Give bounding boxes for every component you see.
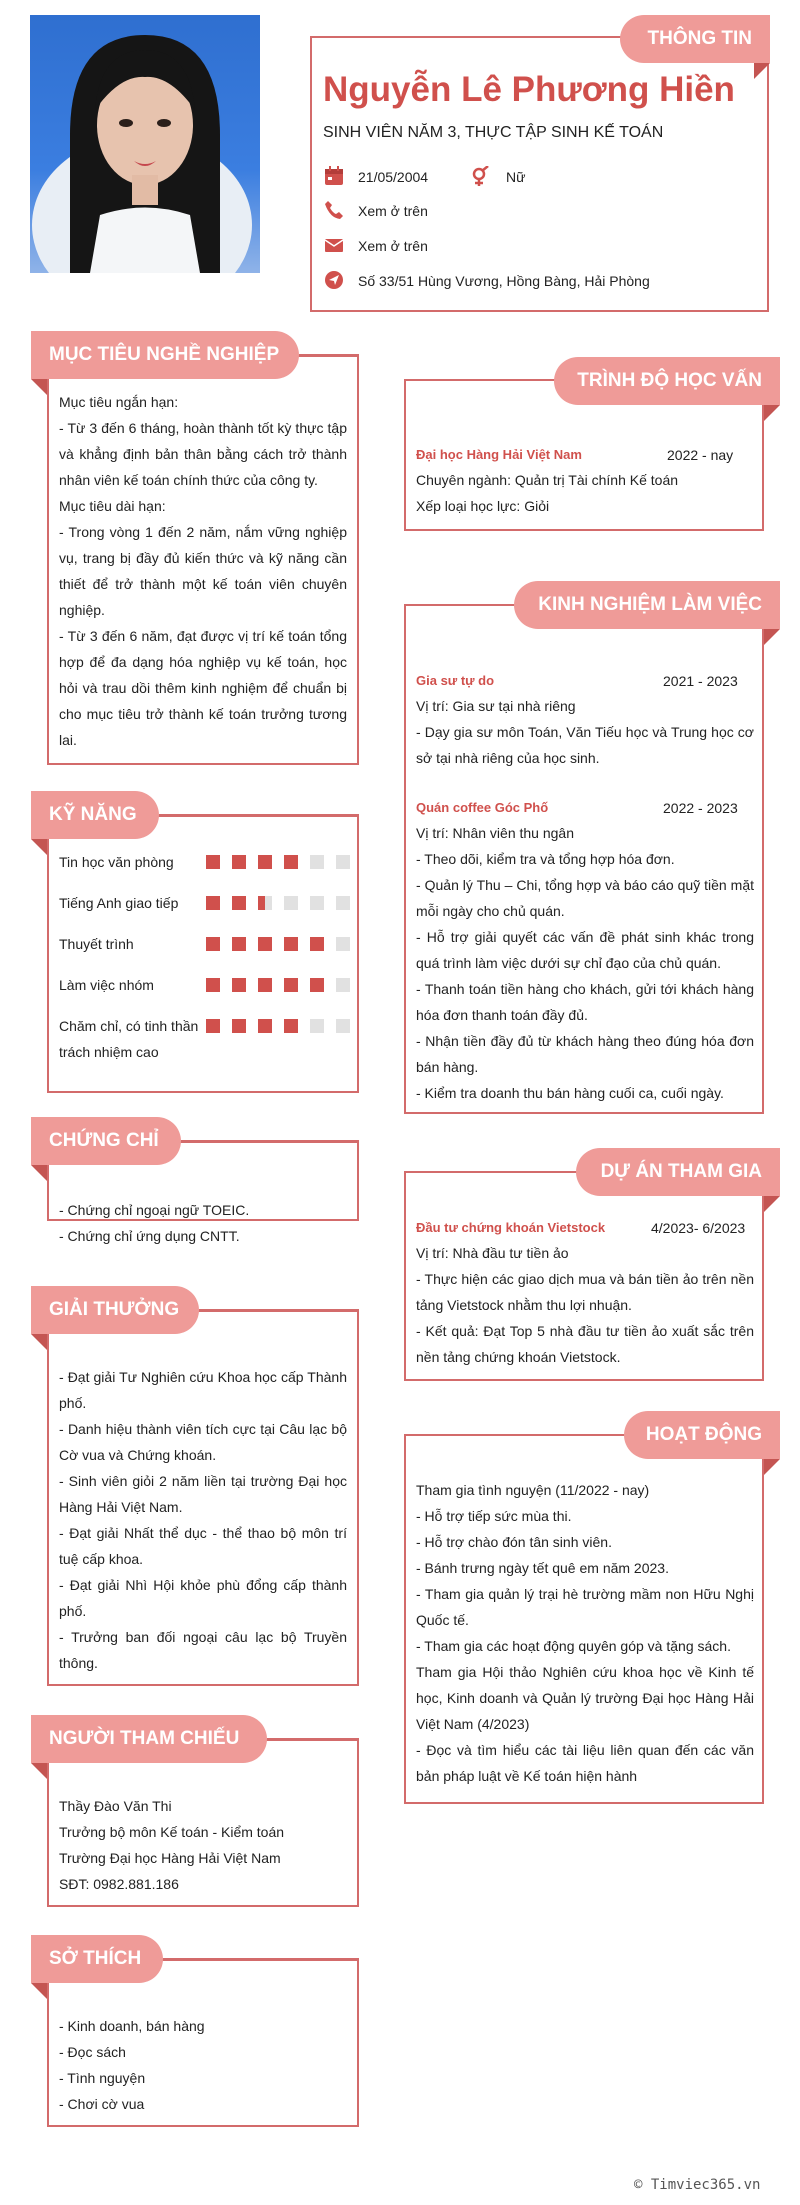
skill-rating-square (206, 896, 220, 910)
footer-credit[interactable]: © Timviec365.vn (634, 2177, 761, 2193)
ribbon-fold (764, 1459, 780, 1475)
ribbon-fold (754, 63, 770, 79)
skill-rating-square (258, 896, 272, 910)
ribbon-fold (31, 1983, 47, 1999)
divider (299, 354, 359, 356)
skill-rating-square (206, 855, 220, 869)
divider (163, 1958, 359, 1960)
location-icon (324, 270, 344, 290)
awards-list: - Đạt giải Tư Nghiên cứu Khoa học cấp Thành phố. - Danh hiệu thành viên tích cực tại Câu lạc bộ Cờ vua và Chứng khoán. - Sinh viên giỏi 2 năm liền tại trường Đại học Hàng Hải Việt Nam. - Đạt giải Nhất thể dục - thể thao bộ môn trí tuệ cấp khoa. - Đạt giải Nhì Hội khỏe phù đổng cấp thành phố. - Trưởng ban đối ngoại câu lạc bộ Truyền thông. (59, 1369, 347, 1671)
skill-rating (206, 937, 362, 951)
activities-list: Tham gia tình nguyện (11/2022 - nay) - Hỗ trợ tiếp sức mùa thi. - Hỗ trợ chào đón tân sinh viên. - Bánh trưng ngày tết quê em năm 2023. - Tham gia quản lý trại hè trường mầm non Hữu Nghị Quốc tế. - Tham gia các hoạt động quyên góp và tặng sách. Tham gia Hội thảo Nghiên cứu khoa học về Kinh tế học, Kinh doanh và Quản lý trường Đại học Hàng Hải Việt Nam (4/2023) - Đọc và tìm hiểu các tài liệu liên quan đến các văn bản pháp luật về Kế toán hiện hành (416, 1482, 754, 1784)
section-header-info: THÔNG TIN (620, 15, 770, 63)
skill-rating-square (232, 978, 246, 992)
skill-rating-square (310, 855, 324, 869)
skill-name: Chăm chỉ, có tinh thần trách nhiệm cao (59, 1018, 199, 1060)
skill-rating-square (206, 978, 220, 992)
email[interactable]: Xem ở trên (358, 238, 428, 254)
experience-details: Vị trí: Nhân viên thu ngân - Theo dõi, kiểm tra và tổng hợp hóa đơn. - Quản lý Thu – Chi, tổng hợp và báo cáo quỹ tiền mặt mỗi ngày cho chủ quán. - Hỗ trợ giải quyết các vấn đề phát sinh khác trong quá trình làm việc dưới sự chỉ đạo của chủ quán. - Thanh toán tiền hàng cho khách, gửi tới khách hàng hóa đơn thanh toán đầy đủ. - Nhận tiền đầy đủ từ khách hàng theo đúng hóa đơn bán hàng. - Kiểm tra doanh thu bán hàng cuối ca, cuối ngày. (416, 825, 754, 1101)
skill-rating-square (310, 896, 324, 910)
education-school: Đại học Hàng Hải Việt Nam (416, 447, 582, 462)
education-period: 2022 - nay (667, 447, 734, 463)
skill-rating-square (284, 978, 298, 992)
section-header-education: TRÌNH ĐỘ HỌC VẤN (554, 357, 780, 405)
email-icon (324, 235, 344, 255)
ribbon-fold (764, 1196, 780, 1212)
skill-rating-square (310, 978, 324, 992)
section-header-certificates: CHỨNG CHỈ (31, 1117, 181, 1165)
experience-details: Vị trí: Gia sư tại nhà riêng - Dạy gia sư môn Toán, Văn Tiếu học và Trung học cơ sở tại nhà riêng của học sinh. (416, 698, 754, 766)
experience-company: Gia sư tự do (416, 673, 495, 688)
candidate-title: SINH VIÊN NĂM 3, THỰC TẬP SINH KẾ TOÁN (323, 124, 664, 141)
experience-company: Quán coffee Góc Phố (416, 800, 549, 815)
skill-rating-square (336, 978, 350, 992)
objective-text: Mục tiêu ngắn hạn: - Từ 3 đến 6 tháng, hoàn thành tốt kỳ thực tập và khẳng định bản thân bằng cách trở thành nhân viên kế toán chính thức của công ty. Mục tiêu dài hạn: - Trong vòng 1 đến 2 năm, nắm vững nghiệp vụ, trang bị đầy đủ kiến thức và kỹ năng cần thiết để trở thành một kế toán viên chuyên nghiệp. - Từ 3 đến 6 năm, đạt được vị trí kế toán tổng hợp để đa dạng hóa nghiệp vụ kế toán, học hỏi và trau dồi thêm kinh nghiệm để chuẩn bị cho mục tiêu trở thành kế toán trưởng tương lai. (59, 394, 347, 748)
skill-rating-square (310, 937, 324, 951)
ribbon-fold (764, 629, 780, 645)
skill-rating-square (284, 937, 298, 951)
project-details: Vị trí: Nhà đầu tư tiền ảo - Thực hiện các giao dịch mua và bán tiền ảo trên nền tảng Vietstock nhằm thu lợi nhuận. - Kết quả: Đạt Top 5 nhà đầu tư tiền ảo xuất sắc trên nền tảng chứng khoán Vietstock. (416, 1245, 754, 1365)
divider (267, 1738, 359, 1740)
ribbon-fold (31, 1165, 47, 1181)
skill-name: Làm việc nhóm (59, 977, 154, 993)
ribbon-fold (31, 379, 47, 395)
skill-name: Tin học văn phòng (59, 854, 174, 870)
skill-rating-square (336, 1019, 350, 1033)
skill-rating-square (284, 855, 298, 869)
skill-rating (206, 855, 362, 869)
section-header-references: NGƯỜI THAM CHIẾU (31, 1715, 267, 1763)
ribbon-fold (764, 405, 780, 421)
dob: 21/05/2004 (358, 169, 429, 185)
skill-rating-square (232, 855, 246, 869)
experience-period: 2022 - 2023 (663, 800, 738, 816)
project-period: 4/2023- 6/2023 (651, 1220, 746, 1236)
section-header-awards: GIẢI THƯỞNG (31, 1286, 199, 1334)
skill-rating (206, 1019, 362, 1033)
certificates-list: - Chứng chỉ ngoại ngữ TOEIC. - Chứng chỉ ứng dụng CNTT. (59, 1202, 250, 1244)
skill-rating-square (336, 855, 350, 869)
section-header-objective: MỤC TIÊU NGHỀ NGHIỆP (31, 331, 299, 379)
section-header-hobbies: SỞ THÍCH (31, 1935, 163, 1983)
education-rank: Xếp loại học lực: Giỏi (416, 498, 550, 514)
ribbon-fold (31, 839, 47, 855)
project-name: Đầu tư chứng khoán Vietstock (416, 1220, 606, 1235)
divider (159, 814, 359, 816)
skill-rating-square (232, 937, 246, 951)
candidate-name: Nguyễn Lê Phương Hiền (323, 70, 735, 109)
skill-rating-square (336, 896, 350, 910)
skill-rating (206, 896, 362, 910)
ribbon-fold (31, 1334, 47, 1350)
skill-rating-square (284, 1019, 298, 1033)
skill-name: Tiếng Anh giao tiếp (59, 895, 179, 911)
gender: Nữ (506, 169, 526, 185)
section-header-activities: HOẠT ĐỘNG (624, 1411, 780, 1459)
skill-rating-square (258, 855, 272, 869)
skill-rating-square (206, 1019, 220, 1033)
education-major: Chuyên ngành: Quản trị Tài chính Kế toán (416, 472, 679, 488)
section-header-experience: KINH NGHIỆM LÀM VIỆC (514, 581, 780, 629)
hobbies-list: - Kinh doanh, bán hàng - Đọc sách - Tình nguyện - Chơi cờ vua (59, 2018, 205, 2112)
skill-name: Thuyết trình (59, 936, 134, 952)
section-header-projects: DỰ ÁN THAM GIA (576, 1148, 780, 1196)
phone-icon (324, 200, 344, 220)
skill-rating-square (232, 1019, 246, 1033)
gender-icon (470, 166, 490, 186)
skill-rating-square (232, 896, 246, 910)
experience-period: 2021 - 2023 (663, 673, 738, 689)
skill-rating-square (258, 978, 272, 992)
divider (181, 1140, 359, 1142)
references-list: Thầy Đào Văn Thi Trưởng bộ môn Kế toán - Kiểm toán Trường Đại học Hàng Hải Việt Nam SĐT: 0982.881.186 (59, 1798, 285, 1892)
skill-rating-square (206, 937, 220, 951)
profile-photo (30, 15, 260, 273)
skill-rating-square (258, 937, 272, 951)
calendar-icon (324, 166, 344, 186)
skill-rating-square (310, 1019, 324, 1033)
section-header-skills: KỸ NĂNG (31, 791, 159, 839)
divider (199, 1309, 359, 1311)
skill-rating-square (284, 896, 298, 910)
skill-rating (206, 978, 362, 992)
phone[interactable]: Xem ở trên (358, 203, 428, 219)
skill-rating-square (258, 1019, 272, 1033)
skill-rating-square (336, 937, 350, 951)
address: Số 33/51 Hùng Vương, Hồng Bàng, Hải Phòng (358, 273, 650, 289)
ribbon-fold (31, 1763, 47, 1779)
